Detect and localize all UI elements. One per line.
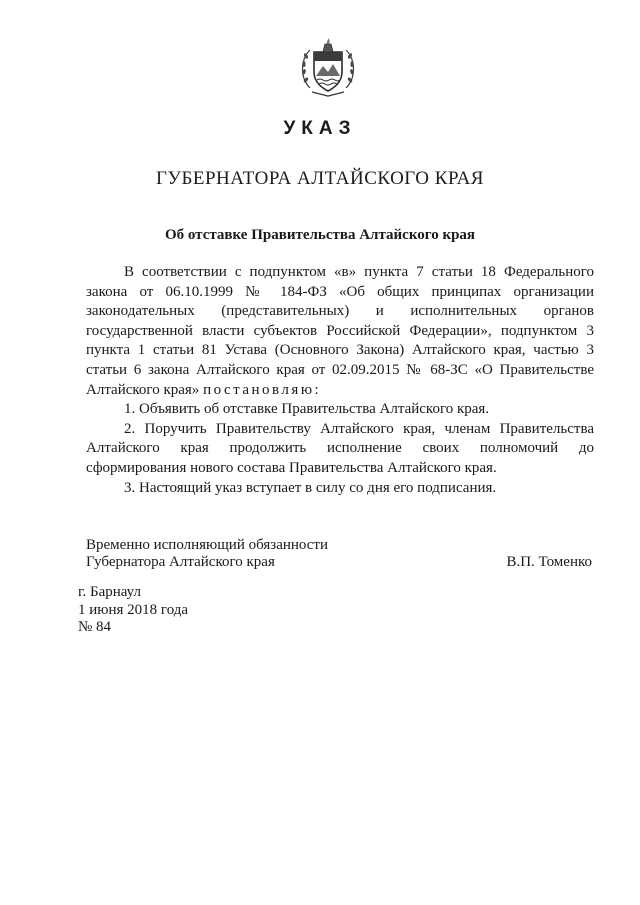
issue-details xyxy=(78,584,188,637)
issue-city: г. Барнаул xyxy=(78,584,141,600)
signatory-name: В.П. Томенко xyxy=(506,554,592,570)
preamble-paragraph xyxy=(86,263,594,400)
decree-issuer: ГУБЕРНАТОРА АЛТАЙСКОГО КРАЯ xyxy=(156,168,484,189)
decree-title: УКАЗ xyxy=(283,118,357,139)
decree-item-1: 1. Объявить об отставке Правительства Алтайского края. xyxy=(124,401,490,418)
decree-body xyxy=(86,263,594,498)
decree-number: № 84 xyxy=(78,619,112,635)
decree-item-3: 3. Настоящий указ вступает в силу со дня его подписания. xyxy=(124,479,497,496)
decree-word: постановляю: xyxy=(203,381,322,398)
signatory-position-line-2: Губернатора Алтайского края xyxy=(86,554,275,570)
decree-item-2: 2. Поручить Правительству Алтайского края, членам Правительства Алтайского края продолжить исполнение своих полномочий до сформирования нового состава Правительства Алтайского края. xyxy=(86,420,594,476)
preamble-text: В соответствии с подпунктом «в» пункта 7 статьи 18 Федерального закона от 06.10.1999 № 184-ФЗ «Об общих принципах организации законодательных (представительных) и исполнительных органов государственной власти субъектов Российской Федерации», подпунктом 3 пункта 1 статьи 81 Устава (Основного Закона) Алтайского края, частью 3 статьи 6 закона Алтайского края от 02.09.2015 № 68-ЗС «О Правительстве Алтайского края» xyxy=(86,264,594,398)
signatory-position xyxy=(86,537,328,571)
issue-date: 1 июня 2018 года xyxy=(78,601,189,618)
altai-krai-coat-of-arms-icon xyxy=(296,36,360,100)
decree-subject-heading: Об отставке Правительства Алтайского края xyxy=(164,227,476,243)
signatory-position-line-1: Временно исполняющий обязанности xyxy=(86,537,329,553)
